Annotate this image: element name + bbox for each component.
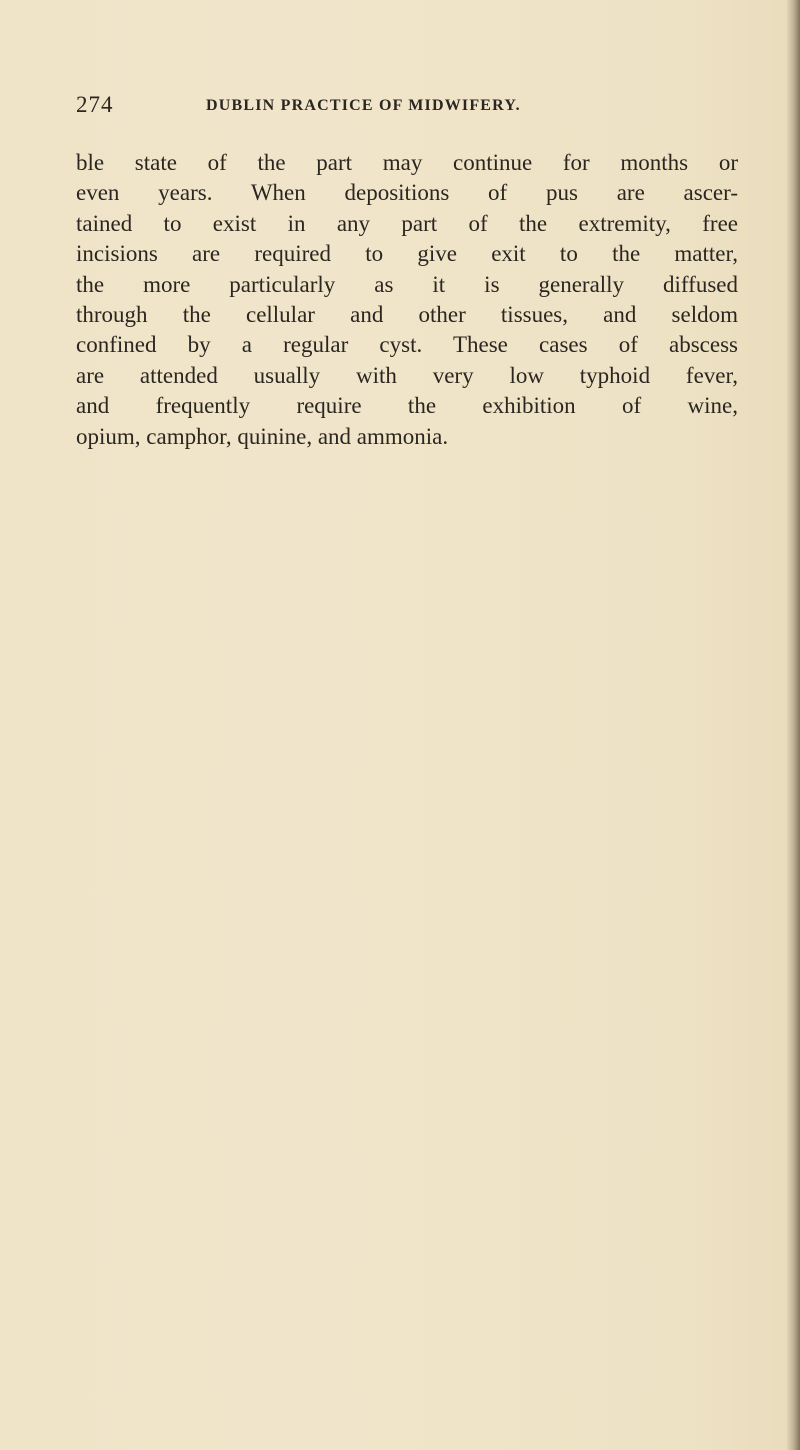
body-paragraph xyxy=(76,148,738,452)
running-head: DUBLIN PRACTICE OF MIDWIFERY. xyxy=(206,97,521,114)
text-line: and frequently require the exhibition of wine, xyxy=(76,393,738,419)
text-line: are attended usually with very low typhoid fever, xyxy=(76,362,738,388)
page-number: 274 xyxy=(76,92,114,117)
text-line: through the cellular and other tissues, and seldom xyxy=(76,302,738,328)
text-line: the more particularly as it is generally diffused xyxy=(76,271,738,297)
text-line: confined by a regular cyst. These cases of abscess xyxy=(76,332,738,358)
text-line: tained to exist in any part of the extremity, free xyxy=(76,210,738,236)
text-line: opium, camphor, quinine, and ammonia. xyxy=(76,423,449,449)
page-edge-shadow xyxy=(786,0,800,1450)
text-line: ble state of the part may continue for months or xyxy=(76,150,738,175)
text-line: incisions are required to give exit to the matter, xyxy=(76,241,738,267)
page-header xyxy=(76,92,736,122)
text-line: even years. When depositions of pus are ascer- xyxy=(76,180,738,206)
